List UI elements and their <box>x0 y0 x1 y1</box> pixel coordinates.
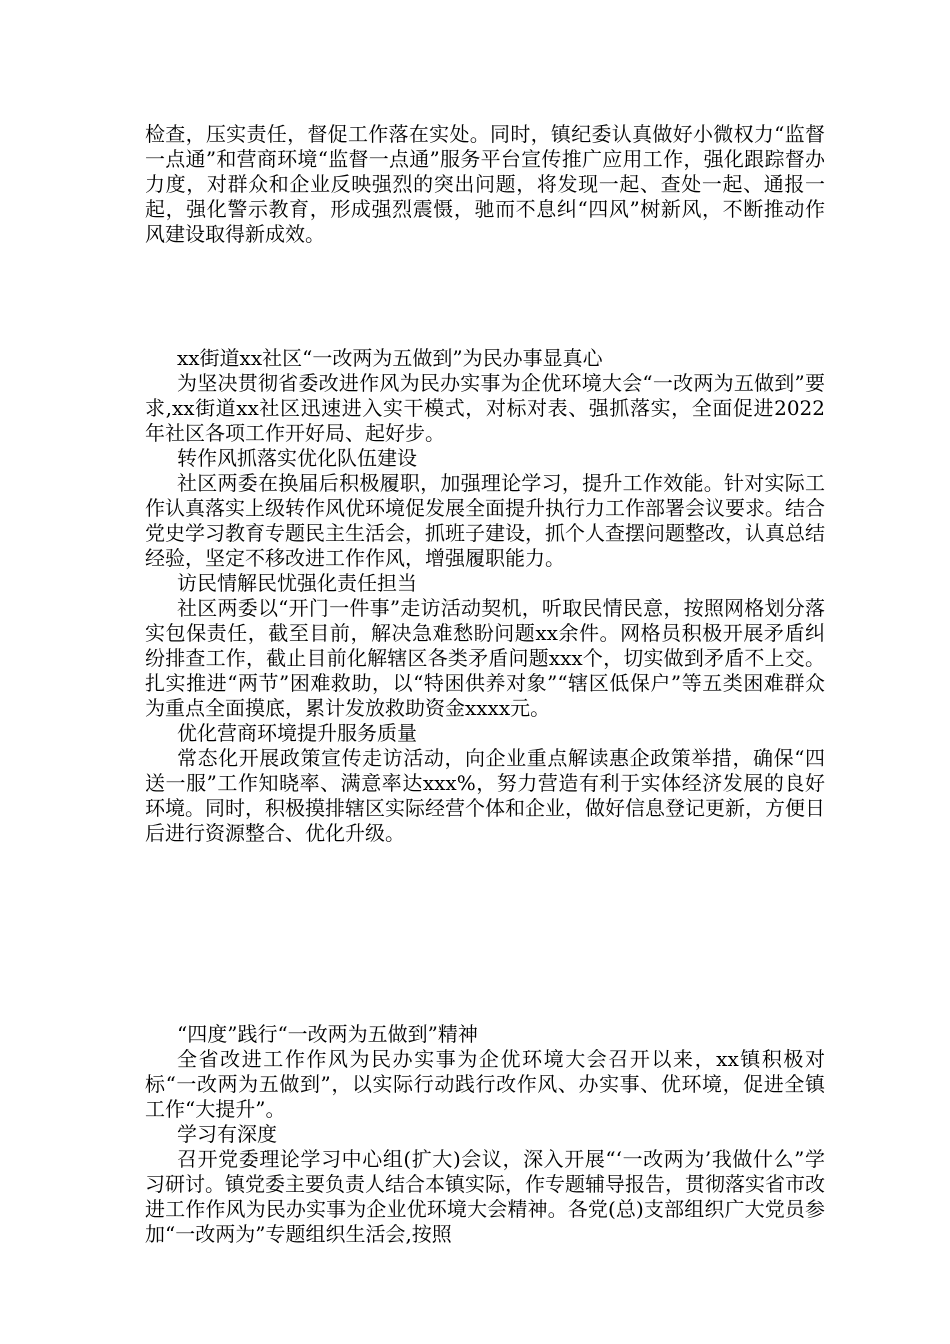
subheading: 优化营商环境提升服务质量 <box>177 721 417 745</box>
article-title: “四度”践行“一改两为五做到”精神 <box>177 1022 478 1046</box>
section-community-article <box>145 346 825 846</box>
subheading: 转作风抓落实优化队伍建设 <box>177 446 417 470</box>
section-town-article <box>145 1022 825 1247</box>
paragraph: 社区两委以“开门一件事”走访活动契机，听取民情民意，按照网格划分落实包保责任，截至目前，解决急难愁盼问题xx余件。网格员积极开展矛盾纠纷排查工作，截止目前化解辖区各类矛盾问题xxx个，切实做到矛盾不上交。扎实推进“两节”困难救助，以“特困供养对象”“辖区低保户”等五类困难群众为重点全面摸底，累计发放救助资金xxxx元。 <box>145 596 825 720</box>
paragraph: 召开党委理论学习中心组(扩大)会议，深入开展“‘一改两为’我做什么”学习研讨。镇党委主要负责人结合本镇实际，作专题辅导报告，贯彻落实省市改进工作作风为民办实事为企业优环境大会精神。各党(总)支部组织广大党员参加“一改两为”专题组织生活会,按照 <box>145 1147 825 1246</box>
section-continuation <box>145 122 825 247</box>
subheading: 学习有深度 <box>177 1122 277 1146</box>
intro-paragraph: 为坚决贯彻省委改进作风为民办实事为企优环境大会“一改两为五做到”要求,xx街道xx社区迅速进入实干模式，对标对表、强抓落实，全面促进2022年社区各项工作开好局、起好步。 <box>145 371 825 445</box>
paragraph: 常态化开展政策宣传走访活动，向企业重点解读惠企政策举措，确保“四送一服”工作知晓率、满意率达xxx%，努力营造有利于实体经济发展的良好环境。同时，积极摸排辖区实际经营个体和企业，做好信息登记更新，方便日后进行资源整合、优化升级。 <box>145 746 825 845</box>
article-title: xx街道xx社区“一改两为五做到”为民办事显真心 <box>177 346 603 370</box>
paragraph: 检查，压实责任，督促工作落在实处。同时，镇纪委认真做好小微权力“监督一点通”和营商环境“监督一点通”服务平台宣传推广应用工作，强化跟踪督办力度，对群众和企业反映强烈的突出问题，将发现一起、查处一起、通报一起，强化警示教育，形成强烈震慑，驰而不息纠“四风”树新风，不断推动作风建设取得新成效。 <box>145 122 825 246</box>
paragraph: 社区两委在换届后积极履职，加强理论学习，提升工作效能。针对实际工作认真落实上级转作风优环境促发展全面提升执行力工作部署会议要求。结合党史学习教育专题民主生活会，抓班子建设，抓个人查摆问题整改，认真总结经验，坚定不移改进工作作风，增强履职能力。 <box>145 471 825 570</box>
subheading: 访民情解民忧强化责任担当 <box>177 571 417 595</box>
intro-paragraph: 全省改进工作作风为民办实事为企优环境大会召开以来，xx镇积极对标“一改两为五做到”，以实际行动践行改作风、办实事、优环境，促进全镇工作“大提升”。 <box>145 1047 825 1121</box>
